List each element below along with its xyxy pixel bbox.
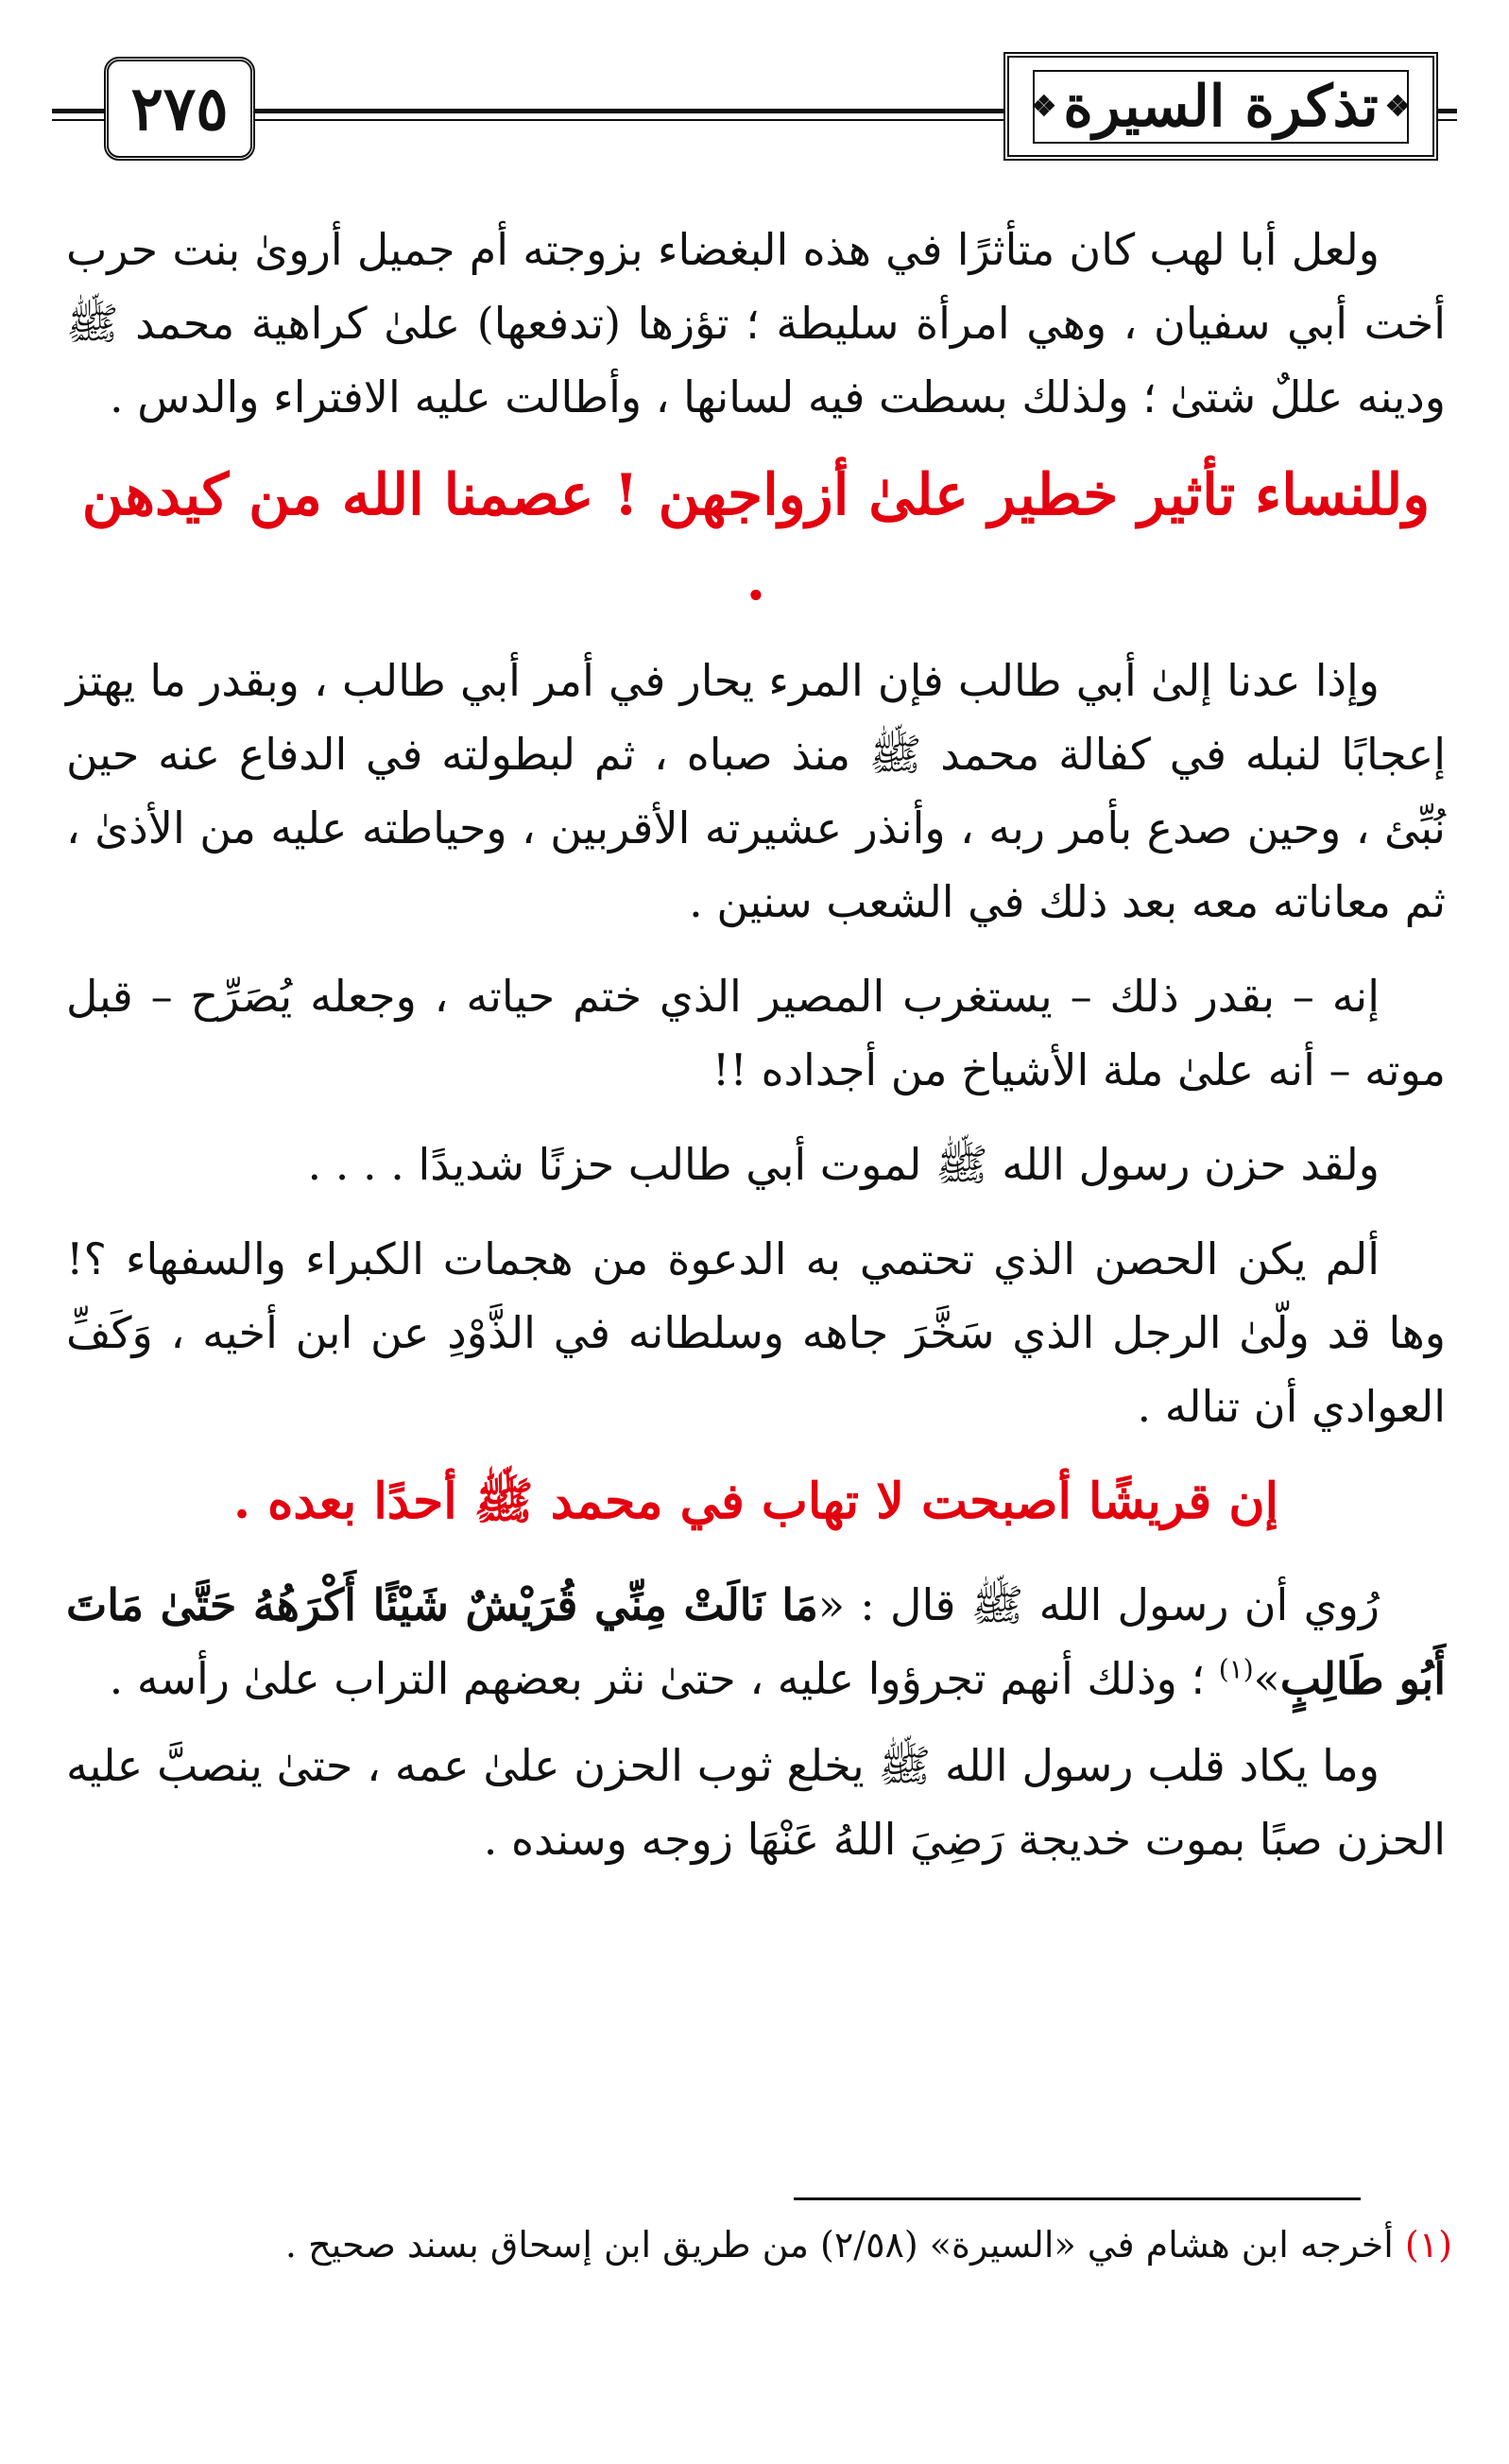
hadith-quote: مَا نَالَتْ مِنِّي قُرَيْشٌ شَيْئًا أَكْرَهُهُ حَتَّىٰ مَاتَ أَبُو طَالِبٍ [66, 1579, 1446, 1704]
paragraph-2: وإذا عدنا إلىٰ أبي طالب فإن المرء يحار في أمر أبي طالب ، وبقدر ما يهتز إعجابًا لنبله في كفالة محمد ﷺ منذ صباه ، ثم لبطولته في الدفاع عنه حين نُبِّئ ، وحين صدع بأمر ربه ، وأنذر عشيرته الأقربين ، وحياطته عليه من الأذىٰ ، ثم معاناته معه بعد ذلك في الشعب سنين . [66, 655, 1446, 927]
running-title-frame [1003, 52, 1438, 161]
running-title: ❖ تذكرة السيرة ❖ [1033, 70, 1408, 144]
paragraph-4: ولقد حزن رسول الله ﷺ لموت أبي طالب حزنًا شديدًا . . . . [307, 1139, 1380, 1190]
footnote-marker: (١) [1218, 1653, 1254, 1685]
footnote-rule [794, 2197, 1361, 2200]
hadith-intro: رُوي أن رسول الله ﷺ قال : « [817, 1579, 1380, 1630]
paragraph-1: ولعل أبا لهب كان متأثرًا في هذه البغضاء بزوجته أم جميل أروىٰ بنت حرب أخت أبي سفيان ، وهي امرأة سليطة ؛ تؤزها (تدفعها) علىٰ كراهية محمد ﷺ ودينه عللٌ شتىٰ ؛ ولذلك بسطت فيه لسانها ، وأطالت عليه الافتراء والدس . [66, 224, 1446, 422]
highlight-quraysh: إن قريشًا أصبحت لا تهاب في محمد ﷺ أحدًا بعده . [232, 1473, 1279, 1530]
footnote-number: (١) [1404, 2224, 1452, 2266]
paragraph-5: ألم يكن الحصن الذي تحتمي به الدعوة من هجمات الكبراء والسفهاء ؟! وها قد ولّىٰ الرجل الذي سَخَّرَ جاهه وسلطانه في الذَّوْدِ عن ابن أخيه ، وَكَفِّ العوادي أن تناله . [66, 1233, 1446, 1432]
highlight-women: وللنساء تأثير خطير علىٰ أزواجهن ! عصمنا الله من كيدهن . [81, 462, 1431, 613]
footnote-text: أخرجه ابن هشام في «السيرة» (٢/٥٨) من طريق ابن إسحاق بسند صحيح . [284, 2224, 1394, 2266]
paragraph-hadith [66, 1568, 1446, 1715]
paragraph-3: إنه – بقدر ذلك – يستغرب المصير الذي ختم حياته ، وجعله يُصَرِّح – قبل موته – أنه علىٰ ملة الأشياخ من أجداده !! [66, 971, 1446, 1095]
page-number: ٢٧٥ [104, 57, 255, 161]
page-header [52, 57, 1457, 170]
hadith-rest: ؛ وذلك أنهم تجرؤوا عليه ، حتىٰ نثر بعضهم التراب علىٰ رأسه . [109, 1653, 1206, 1704]
footnote [54, 2216, 1452, 2273]
text-body [66, 213, 1446, 1876]
paragraph-6: وما يكاد قلب رسول الله ﷺ يخلع ثوب الحزن علىٰ عمه ، حتىٰ ينصبَّ عليه الحزن صبًا بموت خديجة رَضِيَ اللهُ عَنْهَا زوجه وسنده . [66, 1740, 1446, 1865]
hadith-close: » [1253, 1653, 1280, 1704]
